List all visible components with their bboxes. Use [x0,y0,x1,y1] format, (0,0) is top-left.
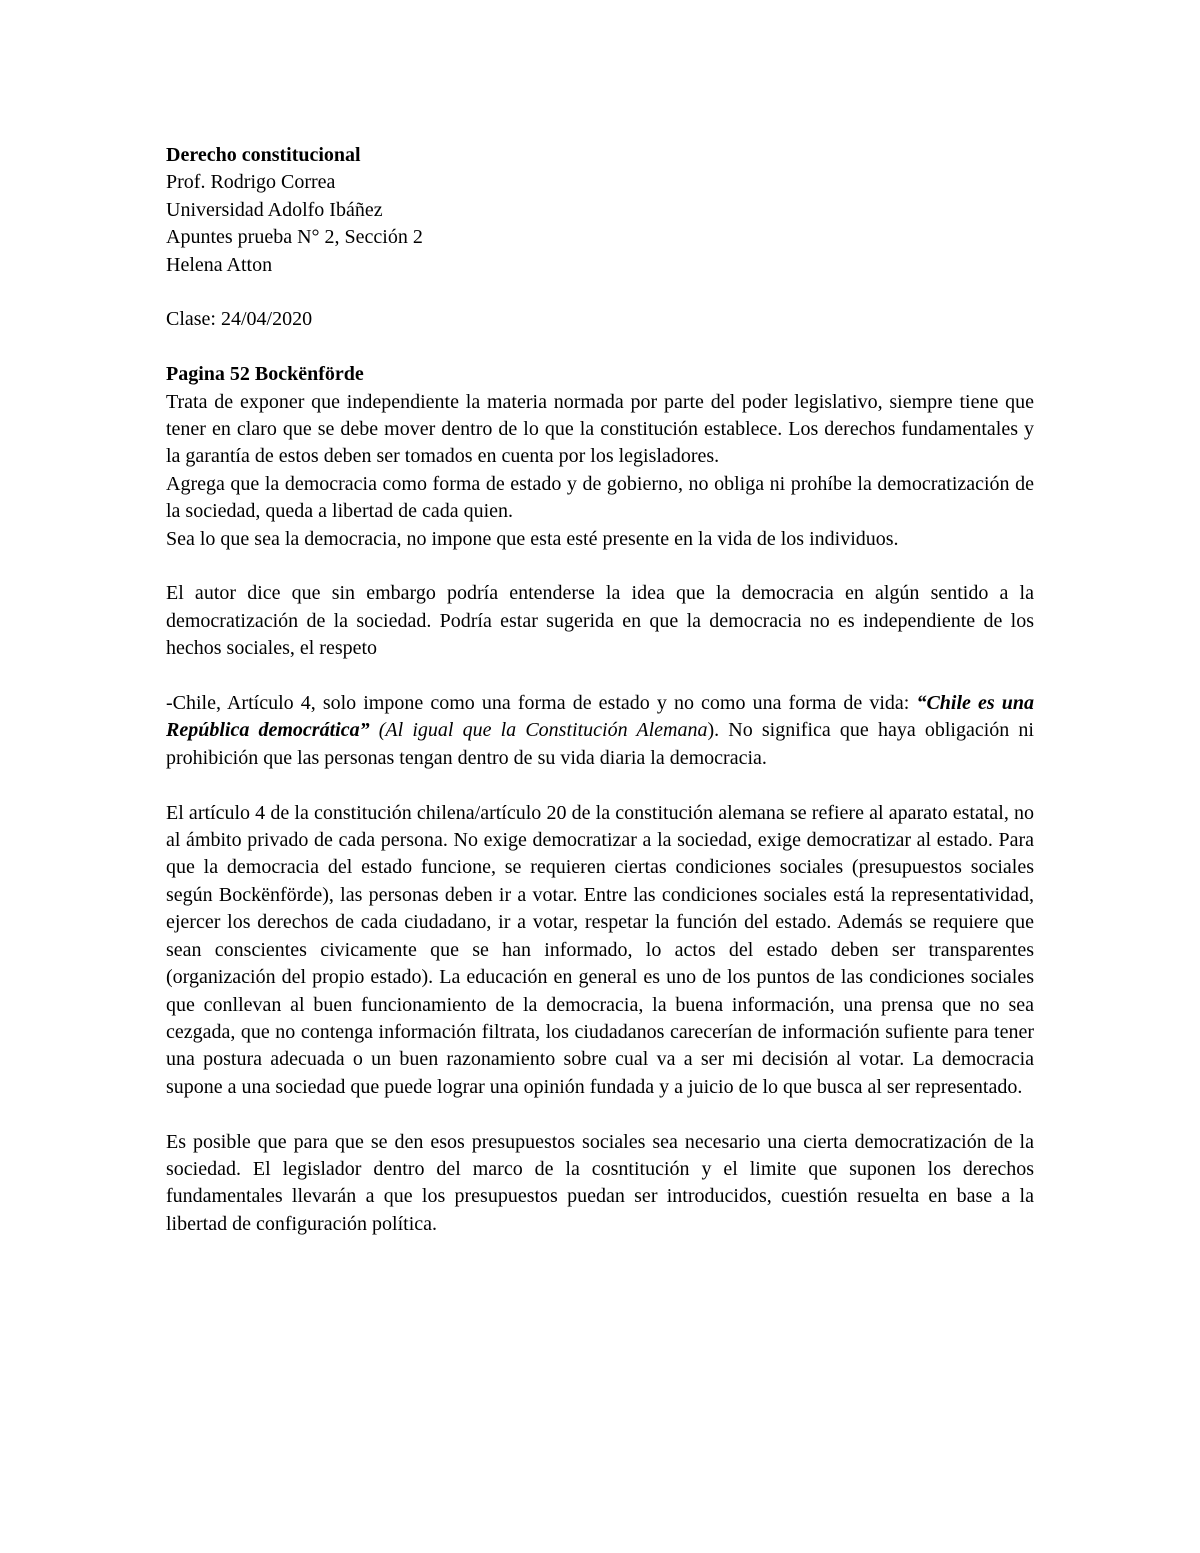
paragraph-1: Trata de exponer que independiente la materia normada por parte del poder legislativo, siempre tiene que tener en claro que se debe mover dentro de lo que la constitución establece. Los derechos fundamentales y la garantía de estos deben ser tomados en cuenta por los legisladores. [166,390,1034,468]
section-heading: Pagina 52 Bockënförde [166,363,364,386]
paragraph-5-intro: -Chile, Artículo 4, solo impone como una forma de estado y no como una forma de vida: [166,692,917,715]
professor-name: Prof. Rodrigo Correa [166,171,336,194]
spacer [166,1101,1034,1128]
constitution-quote: “Chile es una República democrática” [166,692,1035,742]
spacer [166,772,1034,799]
class-date: Clase: 24/04/2020 [166,308,313,331]
university-name: Universidad Adolfo Ibáñez [166,198,383,221]
paragraph-6: El artículo 4 de la constitución chilena/artículo 20 de la constitución alemana se refiere al aparato estatal, no al ámbito privado de cada persona. No exige democratizar a la sociedad, exige democratizar al estado. Para que la democracia del estado funcione, se requieren ciertas condiciones sociales (presupuestos sociales según Bockënförde), las personas deben ir a votar. Entre las condiciones sociales está la representatividad, ejercer los derechos de cada ciudadano, ir a votar, respetar la función del estado. Además se requiere que sean conscientes civicamente que se han informado, lo actos del estado deben ser transparentes (organización del propio estado). La educación en general es uno de los puntos de las condiciones sociales que conllevan al buen funcionamiento de la democracia, la buena información, una prensa que no sea cezgada, que no contenga información filtrata, los ciudadanos carecerían de información sufiente para tener una postura adecuada o un buen razonamiento sobre cual va a ser mi decisión al votar. La democracia supone a una sociedad que puede lograr una opinión fundada y a juicio de lo que busca al ser representado. [166,801,1034,1098]
paragraph-5 [166,690,1034,772]
paragraph-3: Sea lo que sea la democracia, no impone que esta esté presente en la vida de los individuos. [166,527,899,550]
spacer [166,279,1034,306]
comparison-note: (Al igual que la Constitución Alemana [369,719,708,742]
paragraph-7: Es posible que para que se den esos presupuestos sociales sea necesario una cierta democratización de la sociedad. El legislador dentro del marco de la cosntitución y el limite que suponen los derechos fundamentales llevarán a que los presupuestos puedan ser introducidos, cuestión resuelta en base a la libertad de configuración política. [166,1130,1034,1235]
paragraph-4: El autor dice que sin embargo podría entenderse la idea que la democracia en algún sentido a la democratización de la sociedad. Podría estar sugerida en que la democracia no es independiente de los hechos sociales, el respeto [166,582,1034,660]
document-body [166,142,1034,1238]
author-name: Helena Atton [166,253,273,276]
notes-title: Apuntes prueba N° 2, Sección 2 [166,226,423,249]
spacer [166,334,1034,361]
spacer [166,663,1034,690]
spacer [166,553,1034,580]
course-title: Derecho constitucional [166,144,361,166]
paragraph-5-rest: ). No significa que haya obligación ni prohibición que las personas tengan dentro de su vida diaria la democracia. [166,719,1034,769]
paragraph-2: Agrega que la democracia como forma de estado y de gobierno, no obliga ni prohíbe la democratización de la sociedad, queda a libertad de cada quien. [166,472,1034,523]
